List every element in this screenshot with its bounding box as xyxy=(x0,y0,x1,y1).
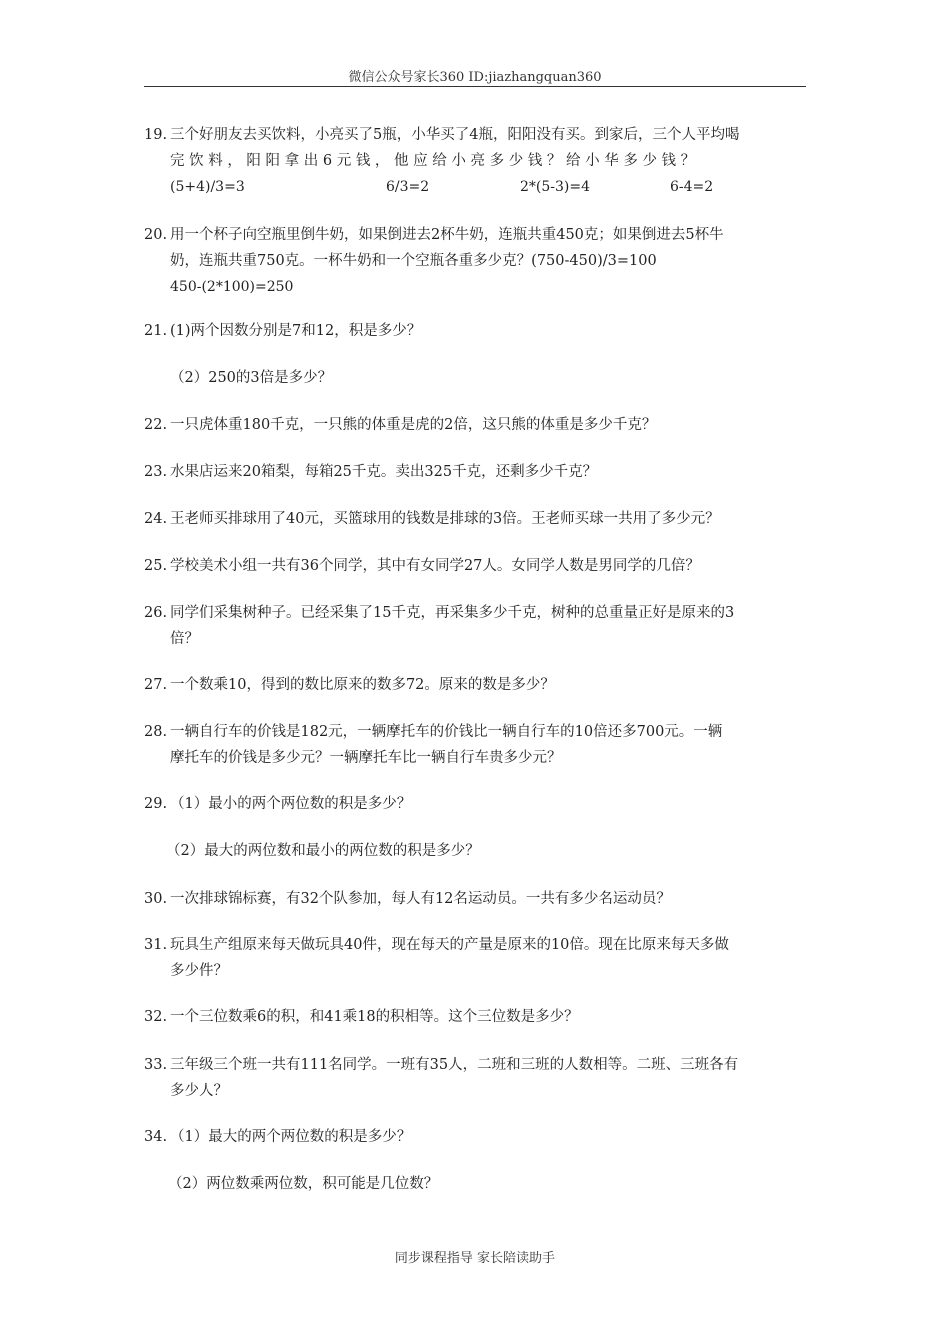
question-31 xyxy=(144,932,806,984)
question-number: 25. xyxy=(144,558,168,574)
question-33 xyxy=(144,1052,806,1104)
question-number: 34. xyxy=(144,1129,168,1145)
answer-calculations xyxy=(170,174,806,198)
question-number: 22. xyxy=(144,417,168,433)
question-24 xyxy=(144,506,806,532)
question-text-line: 玩具生产组原来每天做玩具40件，现在每天的产量是原来的10倍。现在比原来每天多做 xyxy=(170,937,729,953)
question-text-line: 多少人？ xyxy=(170,1083,228,1099)
question-part-1: (1)两个因数分别是7和12，积是多少？ xyxy=(170,323,422,339)
question-text: 一次排球锦标赛，有32个队参加，每人有12名运动员。一共有多少名运动员？ xyxy=(170,891,671,907)
question-34-part-2: （2）两位数乘两位数，积可能是几位数？ xyxy=(168,1176,439,1192)
question-32 xyxy=(144,1004,806,1030)
question-21 xyxy=(144,318,806,344)
page-header: 微信公众号家长360 ID:jiazhangquan360 xyxy=(348,70,602,85)
question-text-line: 多少件？ xyxy=(170,963,228,979)
calc-step: (5+4)/3=3 xyxy=(170,179,245,195)
question-22 xyxy=(144,412,806,438)
question-number: 32. xyxy=(144,1009,168,1025)
answer-line: 450-(2*100)=250 xyxy=(170,279,294,295)
question-19 xyxy=(144,122,806,198)
question-number: 33. xyxy=(144,1057,168,1073)
question-27 xyxy=(144,672,806,698)
question-text-line: 一辆自行车的价钱是182元，一辆摩托车的价钱比一辆自行车的10倍还多700元。一辆 xyxy=(170,724,723,740)
question-29 xyxy=(144,791,806,817)
question-30 xyxy=(144,886,806,912)
question-text: 一个三位数乘6的积，和41乘18的积相等。这个三位数是多少？ xyxy=(170,1009,579,1025)
question-number: 19. xyxy=(144,127,168,143)
question-number: 26. xyxy=(144,605,168,621)
question-text: 王老师买排球用了40元，买篮球用的钱数是排球的3倍。王老师买球一共用了多少元？ xyxy=(170,511,720,527)
question-text: 一只虎体重180千克，一只熊的体重是虎的2倍，这只熊的体重是多少千克？ xyxy=(170,417,657,433)
calc-step: 6/3=2 xyxy=(386,179,430,195)
question-number: 23. xyxy=(144,464,168,480)
question-text-line: 三年级三个班一共有111名同学。一班有35人，二班和三班的人数相等。二班、三班各有 xyxy=(170,1057,739,1073)
question-20 xyxy=(144,222,806,300)
question-number: 20. xyxy=(144,227,168,243)
question-number: 27. xyxy=(144,677,168,693)
question-text: 水果店运来20箱梨，每箱25千克。卖出325千克，还剩多少千克？ xyxy=(170,464,598,480)
question-part-1: （1）最小的两个两位数的积是多少？ xyxy=(170,796,412,812)
question-number: 21. xyxy=(144,323,168,339)
question-29-part-2: （2）最大的两位数和最小的两位数的积是多少？ xyxy=(166,843,480,859)
question-34 xyxy=(144,1124,806,1150)
question-number: 30. xyxy=(144,891,168,907)
question-text: 一个数乘10，得到的数比原来的数多72。原来的数是多少？ xyxy=(170,677,555,693)
calc-step: 2*(5-3)=4 xyxy=(520,179,591,195)
question-text-line: 同学们采集树种子。已经采集了15千克，再采集多少千克，树种的总重量正好是原来的3 xyxy=(170,605,735,621)
question-part-1: （1）最大的两个两位数的积是多少？ xyxy=(170,1129,412,1145)
question-text-line: 完 饮 料 ， 阳 阳 拿 出 6 元 钱 ， 他 应 给 小 亮 多 少 钱 ？ 给 小 华 多 少 钱 ？ xyxy=(170,153,696,169)
question-text-line: 倍？ xyxy=(170,631,199,647)
question-28 xyxy=(144,719,806,771)
header-rule xyxy=(144,86,806,87)
question-text-line: 三个好朋友去买饮料，小亮买了5瓶，小华买了4瓶，阳阳没有买。到家后，三个人平均喝 xyxy=(170,127,740,143)
calc-step: 6-4=2 xyxy=(670,179,714,195)
question-number: 29. xyxy=(144,796,168,812)
question-text-line: 摩托车的价钱是多少元？一辆摩托车比一辆自行车贵多少元？ xyxy=(170,750,562,766)
question-number: 24. xyxy=(144,511,168,527)
question-26 xyxy=(144,600,806,652)
question-text-line: 奶，连瓶共重750克。一杯牛奶和一个空瓶各重多少克？(750-450)/3=100 xyxy=(170,253,657,269)
question-number: 28. xyxy=(144,724,168,740)
question-number: 31. xyxy=(144,937,168,953)
question-23 xyxy=(144,459,806,485)
page-footer: 同步课程指导 家长陪读助手 xyxy=(394,1251,556,1266)
question-25 xyxy=(144,553,806,579)
question-text-line: 用一个杯子向空瓶里倒牛奶，如果倒进去2杯牛奶，连瓶共重450克；如果倒进去5杯牛 xyxy=(170,227,724,243)
question-text: 学校美术小组一共有36个同学，其中有女同学27人。女同学人数是男同学的几倍？ xyxy=(170,558,700,574)
question-21-part-2: （2）250的3倍是多少？ xyxy=(170,370,333,386)
